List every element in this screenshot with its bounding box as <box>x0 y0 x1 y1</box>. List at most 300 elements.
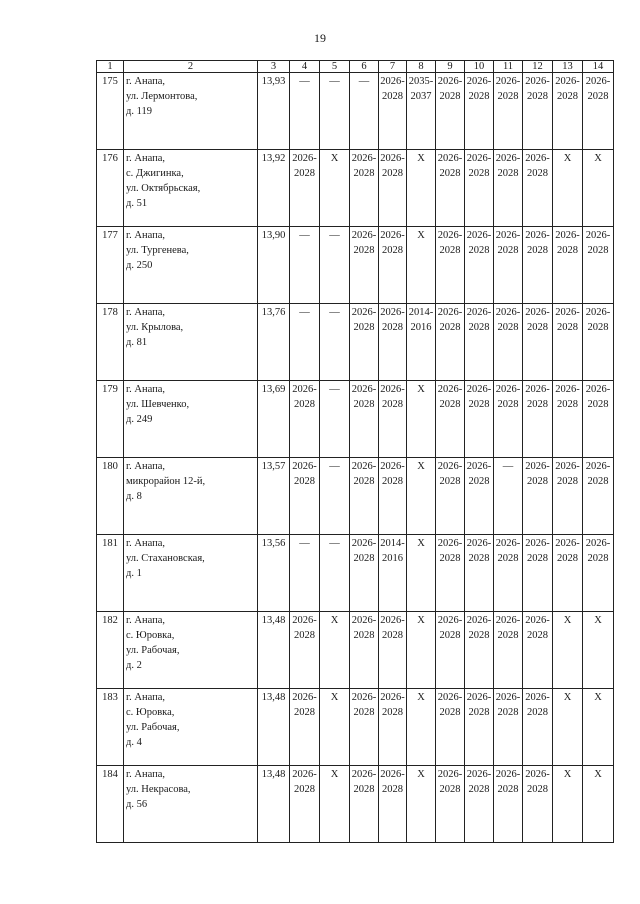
period-cell <box>350 458 379 535</box>
address-line: г. Анапа, <box>126 615 166 626</box>
period-text: 2026- 2028 <box>437 153 463 179</box>
period-cell <box>407 73 436 150</box>
period-cell <box>407 227 436 304</box>
address-line: д. 56 <box>126 799 148 810</box>
period-text: 2026- 2028 <box>466 538 492 564</box>
period-cell <box>436 689 465 766</box>
period-text: 2026- 2028 <box>380 76 405 102</box>
address-cell <box>124 689 258 766</box>
period-cell <box>407 689 436 766</box>
period-text: Х <box>563 692 572 703</box>
period-cell <box>523 381 553 458</box>
column-header-2: 2 <box>124 61 258 73</box>
period-text: Х <box>330 769 339 780</box>
period-text: 2026- 2028 <box>380 615 405 641</box>
address-line: ул. Лермонтова, <box>126 91 198 102</box>
period-text: 2026- 2028 <box>292 384 317 410</box>
address-line: ул. Крылова, <box>126 322 184 333</box>
period-cell <box>350 689 379 766</box>
period-text: Х <box>594 615 602 626</box>
period-text: — <box>358 76 370 87</box>
period-cell <box>379 150 407 227</box>
period-text: 2026- 2028 <box>380 153 405 179</box>
address-line: г. Анапа, <box>126 76 166 87</box>
period-cell <box>290 612 320 689</box>
period-cell <box>465 535 494 612</box>
period-cell <box>320 766 350 843</box>
period-text: 2026- 2028 <box>437 384 463 410</box>
period-cell <box>553 535 583 612</box>
period-cell <box>436 535 465 612</box>
period-cell <box>290 535 320 612</box>
period-text: 2026- 2028 <box>525 615 550 641</box>
period-cell <box>553 304 583 381</box>
address-cell <box>124 227 258 304</box>
period-text: — <box>329 461 340 472</box>
period-text: 2026- 2028 <box>380 769 405 795</box>
address-line: д. 1 <box>126 568 142 579</box>
period-text: 2026- 2028 <box>466 153 492 179</box>
period-cell <box>465 381 494 458</box>
table-body <box>97 61 614 843</box>
period-cell <box>523 73 553 150</box>
period-cell <box>553 766 583 843</box>
period-text: 2026- 2028 <box>437 615 463 641</box>
indicator-value: 13,90 <box>258 227 290 304</box>
indicator-value: 13,69 <box>258 381 290 458</box>
period-cell <box>553 381 583 458</box>
period-text: 2014- 2016 <box>380 538 405 564</box>
period-text: 2026- 2028 <box>466 615 492 641</box>
period-text: Х <box>594 692 602 703</box>
address-cell <box>124 458 258 535</box>
period-text: — <box>299 307 310 318</box>
period-text: 2026- 2028 <box>351 538 377 564</box>
period-cell <box>494 73 523 150</box>
address-line: с. Джигинка, <box>126 168 184 179</box>
period-text: Х <box>594 153 602 164</box>
address-line: г. Анапа, <box>126 461 166 472</box>
indicator-value: 13,48 <box>258 612 290 689</box>
period-cell <box>320 612 350 689</box>
column-header-5: 5 <box>320 61 350 73</box>
period-cell <box>436 612 465 689</box>
address-line: с. Юровка, <box>126 630 175 641</box>
address-line: д. 51 <box>126 198 148 209</box>
table-row <box>97 612 614 689</box>
period-cell <box>523 304 553 381</box>
address-line: г. Анапа, <box>126 538 166 549</box>
table-row <box>97 150 614 227</box>
period-text: 2026- 2028 <box>437 307 463 333</box>
period-text: — <box>329 307 340 318</box>
period-text: 2026- 2028 <box>495 153 521 179</box>
table-row <box>97 535 614 612</box>
period-cell <box>379 304 407 381</box>
period-cell <box>436 304 465 381</box>
row-number: 180 <box>97 458 124 535</box>
period-text: Х <box>563 615 572 626</box>
column-header-13: 13 <box>553 61 583 73</box>
period-text: Х <box>563 769 572 780</box>
period-text: 2026- 2028 <box>495 307 521 333</box>
period-cell <box>379 458 407 535</box>
row-number: 184 <box>97 766 124 843</box>
period-text: 2026- 2028 <box>292 615 317 641</box>
period-cell <box>379 73 407 150</box>
period-text: 2026- 2028 <box>351 384 377 410</box>
period-cell <box>320 535 350 612</box>
period-cell <box>583 535 614 612</box>
period-cell <box>553 227 583 304</box>
period-cell <box>583 689 614 766</box>
period-text: 2026- 2028 <box>555 307 580 333</box>
period-text: 2026- 2028 <box>495 615 521 641</box>
period-text: 2026- 2028 <box>585 538 611 564</box>
period-text: 2026- 2028 <box>525 769 550 795</box>
period-cell <box>553 150 583 227</box>
address-line: микрорайон 12-й, <box>126 476 206 487</box>
period-text: 2026- 2028 <box>437 692 463 718</box>
row-number: 178 <box>97 304 124 381</box>
period-cell <box>553 73 583 150</box>
period-cell <box>494 535 523 612</box>
address-line: ул. Рабочая, <box>126 722 180 733</box>
period-text: 2014- 2016 <box>408 307 434 333</box>
period-cell <box>379 689 407 766</box>
period-cell <box>583 612 614 689</box>
period-text: 2026- 2028 <box>351 615 377 641</box>
indicator-value: 13,92 <box>258 150 290 227</box>
period-text: Х <box>417 153 425 164</box>
period-cell <box>436 227 465 304</box>
column-header-3: 3 <box>258 61 290 73</box>
period-cell <box>320 227 350 304</box>
header-row <box>97 61 614 73</box>
address-cell <box>124 612 258 689</box>
page-number: 19 <box>314 31 326 45</box>
period-cell <box>583 150 614 227</box>
address-line: г. Анапа, <box>126 384 166 395</box>
column-header-9: 9 <box>436 61 465 73</box>
period-cell <box>407 458 436 535</box>
row-number: 176 <box>97 150 124 227</box>
address-line: г. Анапа, <box>126 692 166 703</box>
period-text: 2026- 2028 <box>525 538 550 564</box>
period-cell <box>320 150 350 227</box>
period-cell <box>494 458 523 535</box>
period-cell <box>523 227 553 304</box>
column-header-8: 8 <box>407 61 436 73</box>
address-line: ул. Шевченко, <box>126 399 190 410</box>
period-cell <box>523 689 553 766</box>
period-text: 2026- 2028 <box>380 307 405 333</box>
period-cell <box>494 689 523 766</box>
column-header-4: 4 <box>290 61 320 73</box>
period-text: 2026- 2028 <box>292 692 317 718</box>
period-cell <box>523 458 553 535</box>
period-cell <box>465 612 494 689</box>
column-header-11: 11 <box>494 61 523 73</box>
period-cell <box>379 612 407 689</box>
period-text: 2026- 2028 <box>380 692 405 718</box>
period-text: — <box>329 230 340 241</box>
address-line: д. 119 <box>126 106 152 117</box>
period-cell <box>407 535 436 612</box>
period-text: — <box>502 461 514 472</box>
column-header-14: 14 <box>583 61 614 73</box>
period-text: 2035- 2037 <box>408 76 434 102</box>
period-cell <box>290 227 320 304</box>
period-text: 2026- 2028 <box>525 307 550 333</box>
period-cell <box>494 150 523 227</box>
table-row <box>97 227 614 304</box>
row-number: 179 <box>97 381 124 458</box>
period-cell <box>553 689 583 766</box>
period-cell <box>465 73 494 150</box>
period-text: 2026- 2028 <box>466 230 492 256</box>
period-cell <box>583 766 614 843</box>
period-cell <box>465 458 494 535</box>
period-cell <box>436 458 465 535</box>
indicator-value: 13,48 <box>258 689 290 766</box>
period-text: Х <box>417 615 425 626</box>
address-cell <box>124 304 258 381</box>
period-cell <box>379 381 407 458</box>
period-text: — <box>329 538 340 549</box>
period-text: 2026- 2028 <box>437 769 463 795</box>
table-row <box>97 73 614 150</box>
period-text: 2026- 2028 <box>437 230 463 256</box>
period-text: Х <box>594 769 602 780</box>
period-text: — <box>329 384 340 395</box>
address-line: г. Анапа, <box>126 153 166 164</box>
period-text: 2026- 2028 <box>585 384 611 410</box>
period-cell <box>350 766 379 843</box>
table-row <box>97 689 614 766</box>
period-cell <box>290 381 320 458</box>
period-cell <box>320 381 350 458</box>
period-cell <box>407 304 436 381</box>
period-text: 2026- 2028 <box>525 461 550 487</box>
period-text: Х <box>417 692 425 703</box>
period-text: 2026- 2028 <box>555 76 580 102</box>
period-text: 2026- 2028 <box>437 538 463 564</box>
period-cell <box>494 227 523 304</box>
period-text: 2026- 2028 <box>437 76 463 102</box>
period-text: 2026- 2028 <box>351 769 377 795</box>
period-cell <box>379 227 407 304</box>
period-text: 2026- 2028 <box>585 461 611 487</box>
indicator-value: 13,48 <box>258 766 290 843</box>
period-text: Х <box>330 692 339 703</box>
period-cell <box>350 73 379 150</box>
period-text: 2026- 2028 <box>555 230 580 256</box>
table-row <box>97 304 614 381</box>
period-cell <box>494 612 523 689</box>
period-text: 2026- 2028 <box>495 769 521 795</box>
period-cell <box>436 73 465 150</box>
period-text: 2026- 2028 <box>555 461 580 487</box>
address-cell <box>124 535 258 612</box>
period-text: 2026- 2028 <box>466 769 492 795</box>
period-cell <box>407 150 436 227</box>
address-line: ул. Рабочая, <box>126 645 180 656</box>
address-line: ул. Стахановская, <box>126 553 205 564</box>
period-cell <box>290 458 320 535</box>
period-text: Х <box>330 615 339 626</box>
period-text: 2026- 2028 <box>466 692 492 718</box>
period-cell <box>290 73 320 150</box>
period-text: 2026- 2028 <box>495 692 521 718</box>
period-text: Х <box>417 230 425 241</box>
period-text: 2026- 2028 <box>555 384 580 410</box>
period-cell <box>583 304 614 381</box>
period-cell <box>465 689 494 766</box>
period-cell <box>320 689 350 766</box>
period-cell <box>553 458 583 535</box>
address-line: г. Анапа, <box>126 307 166 318</box>
period-cell <box>320 304 350 381</box>
period-cell <box>465 150 494 227</box>
address-line: д. 250 <box>126 260 153 271</box>
column-header-1: 1 <box>97 61 124 73</box>
period-text: 2026- 2028 <box>525 384 550 410</box>
period-text: 2026- 2028 <box>495 538 521 564</box>
indicator-value: 13,93 <box>258 73 290 150</box>
period-cell <box>290 304 320 381</box>
period-text: 2026- 2028 <box>495 384 521 410</box>
period-text: 2026- 2028 <box>380 230 405 256</box>
period-text: — <box>299 538 310 549</box>
period-text: 2026- 2028 <box>466 384 492 410</box>
address-cell <box>124 381 258 458</box>
period-cell <box>583 227 614 304</box>
indicator-value: 13,56 <box>258 535 290 612</box>
period-text: 2026- 2028 <box>495 76 521 102</box>
period-text: — <box>329 76 340 87</box>
period-cell <box>290 766 320 843</box>
period-text: 2026- 2028 <box>525 76 550 102</box>
period-text: 2026- 2028 <box>555 538 580 564</box>
period-text: Х <box>563 153 572 164</box>
period-text: 2026- 2028 <box>351 461 377 487</box>
period-text: 2026- 2028 <box>585 76 611 102</box>
period-text: 2026- 2028 <box>292 461 317 487</box>
period-cell <box>523 612 553 689</box>
address-line: г. Анапа, <box>126 230 166 241</box>
period-text: 2026- 2028 <box>380 461 405 487</box>
period-text: Х <box>417 538 425 549</box>
period-cell <box>290 150 320 227</box>
address-line: д. 4 <box>126 737 142 748</box>
period-text: 2026- 2028 <box>525 153 550 179</box>
period-text: Х <box>417 384 425 395</box>
period-text: 2026- 2028 <box>495 230 521 256</box>
period-cell <box>350 150 379 227</box>
period-cell <box>523 150 553 227</box>
table-row <box>97 458 614 535</box>
period-cell <box>465 766 494 843</box>
indicator-value: 13,57 <box>258 458 290 535</box>
address-line: ул. Тургенева, <box>126 245 189 256</box>
period-cell <box>350 381 379 458</box>
column-header-12: 12 <box>523 61 553 73</box>
period-text: Х <box>330 153 339 164</box>
period-cell <box>320 73 350 150</box>
period-text: 2026- 2028 <box>351 230 377 256</box>
period-cell <box>436 150 465 227</box>
address-line: г. Анапа, <box>126 769 166 780</box>
period-cell <box>379 535 407 612</box>
period-cell <box>436 381 465 458</box>
period-text: 2026- 2028 <box>466 307 492 333</box>
period-cell <box>553 612 583 689</box>
period-text: 2026- 2028 <box>292 769 317 795</box>
period-text: 2026- 2028 <box>437 461 463 487</box>
period-text: 2026- 2028 <box>525 692 550 718</box>
column-header-7: 7 <box>379 61 407 73</box>
period-text: 2026- 2028 <box>585 230 611 256</box>
period-text: 2026- 2028 <box>525 230 550 256</box>
period-cell <box>407 766 436 843</box>
address-cell <box>124 766 258 843</box>
period-cell <box>436 766 465 843</box>
address-line: д. 8 <box>126 491 142 502</box>
row-number: 183 <box>97 689 124 766</box>
period-text: 2026- 2028 <box>380 384 405 410</box>
address-cell <box>124 150 258 227</box>
period-cell <box>350 304 379 381</box>
indicator-value: 13,76 <box>258 304 290 381</box>
period-cell <box>523 766 553 843</box>
period-cell <box>350 612 379 689</box>
period-text: 2026- 2028 <box>351 307 377 333</box>
period-cell <box>583 458 614 535</box>
period-text: 2026- 2028 <box>585 307 611 333</box>
table-row <box>97 381 614 458</box>
period-text: 2026- 2028 <box>466 461 492 487</box>
period-text: 2026- 2028 <box>351 153 377 179</box>
period-cell <box>465 227 494 304</box>
row-number: 181 <box>97 535 124 612</box>
row-number: 177 <box>97 227 124 304</box>
address-line: с. Юровка, <box>126 707 175 718</box>
period-text: 2026- 2028 <box>292 153 317 179</box>
period-cell <box>407 381 436 458</box>
period-cell <box>350 535 379 612</box>
period-cell <box>407 612 436 689</box>
period-text: 2026- 2028 <box>351 692 377 718</box>
address-line: д. 81 <box>126 337 148 348</box>
period-cell <box>583 381 614 458</box>
period-cell <box>350 227 379 304</box>
address-line: ул. Некрасова, <box>126 784 191 795</box>
period-text: Х <box>417 769 425 780</box>
period-cell <box>494 304 523 381</box>
period-cell <box>379 766 407 843</box>
period-text: Х <box>417 461 425 472</box>
period-cell <box>583 73 614 150</box>
period-text: — <box>299 76 310 87</box>
period-text: — <box>299 230 310 241</box>
period-cell <box>494 766 523 843</box>
period-cell <box>290 689 320 766</box>
schedule-table <box>96 60 614 843</box>
period-cell <box>465 304 494 381</box>
period-cell <box>494 381 523 458</box>
column-header-6: 6 <box>350 61 379 73</box>
